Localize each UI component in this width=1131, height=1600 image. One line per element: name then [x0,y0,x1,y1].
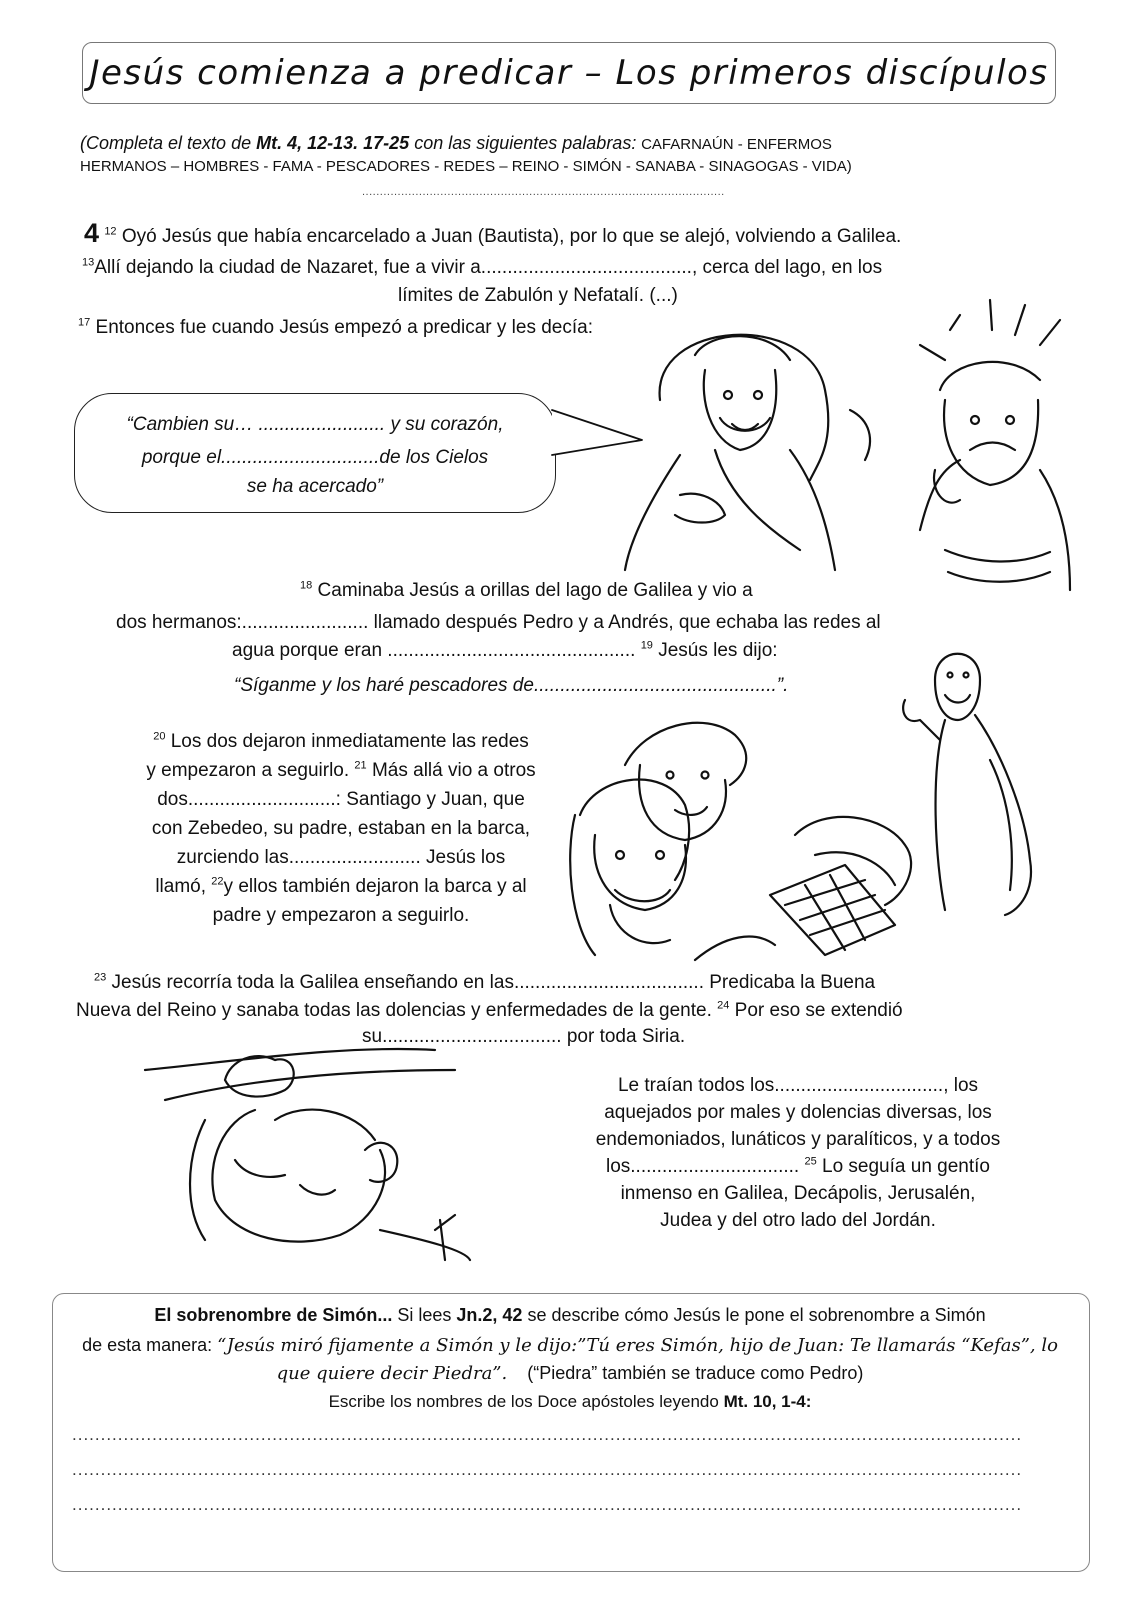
verse-19-quote: “Síganme y los haré pescadores de..............................................”. [234,675,789,696]
verse-num: 25 [804,1155,817,1168]
verse-num: 22 [211,875,224,888]
verse-text: Nueva del Reino y sanaba todas las dolencias y enfermedades de la gente. [76,1000,718,1021]
verse-num: 18 [300,579,313,592]
jesus-preaching-illustration [620,300,850,580]
instructions-ref: Mt. 4, 12-13. 17-25 [256,133,410,153]
verse-num: 23 [94,971,107,984]
verse-num: 19 [640,639,653,652]
simon-quote-line-2 [62,1358,1078,1389]
simon-text: se describe cómo Jesús le pone el sobrenombre a Simón [522,1305,986,1325]
instructions [80,133,1070,177]
verse-24b-line-4 [548,1153,1048,1180]
verse-num: 12 [104,225,117,238]
answer-line-1[interactable]: ...................................................................................................................................................................... [72,1425,1023,1444]
simon-quote: “Jesús miró fijamente a Simón y le dijo:”Tú eres Simón, hijo de Juan: Te llamarás “Kefas”, lo [217,1335,1058,1356]
apostles-task [62,1392,1078,1412]
simon-ref: Jn.2, 42 [456,1305,523,1325]
verse-13 [82,253,882,282]
answer-line-3[interactable]: ...................................................................................................................................................................... [72,1495,1023,1514]
instructions-intro: (Completa el texto de [80,133,257,153]
verse-text: y empezaron a seguirlo. [146,760,355,781]
verse-24b-line-2: aquejados por males y dolencias diversas, los [604,1102,992,1123]
word-list-2: HERMANOS – HOMBRES - FAMA - PESCADORES - REDES – REINO - SIMÓN - SANABA - SINAGOGAS - VIDA) [80,158,852,175]
verse-num: 21 [354,759,367,772]
simon-quote-line-1 [62,1330,1078,1361]
page-title: Jesús comienza a predicar – Los primeros discípulos [89,53,1049,93]
verse-text: Por eso se extendió [734,1000,903,1021]
bubble-line-3: se ha acercado” [246,476,384,497]
verse-23 [94,968,875,997]
verse-18-line-2: dos hermanos:........................ llamado después Pedro y a Andrés, que echaba las redes al [116,612,881,633]
verse-18-line-3 [232,636,778,665]
verse-22-line-7: padre y empezaron a seguirlo. [212,905,470,926]
verse-num: 24 [717,999,730,1012]
verse-13-cont: límites de Zabulón y Nefatalí. (...) [398,285,678,306]
task-ref: Mt. 10, 1-4: [723,1392,812,1411]
verse-18 [300,576,753,605]
answer-line-2[interactable]: ...................................................................................................................................................................... [72,1460,1023,1479]
verse-text: llamó, [155,876,212,897]
verse-25-line-6: Judea y del otro lado del Jordán. [660,1210,936,1231]
verse-text: Jesús les dijo: [658,640,778,661]
disciple-thinking-illustration [900,290,1075,600]
simon-quote-end: que quiere decir Piedra”. [276,1363,508,1384]
separator-dots: ...................................................................................................... [362,186,725,198]
simon-heading: El sobrenombre de Simón... [154,1305,393,1325]
verse-num: 20 [153,730,166,743]
verse-text: Los dos dejaron inmediatamente las redes [170,731,529,752]
verse-text: Lo seguía un gentío [822,1156,990,1177]
verse-24-block [548,1072,1048,1234]
verse-20-line-1 [76,727,606,756]
simon-text: de esta manera: [82,1335,218,1355]
verse-text: Allí dejando la ciudad de Nazaret, fue a vivir a........................................, cerca del lago, en los [94,257,883,278]
bubble-line-2: porque el..............................de los Cielos [141,447,489,468]
verse-21-line-5: zurciendo las......................... Jesús los [176,847,506,868]
verse-text: Jesús recorría toda la Galilea enseñando en las.................................... Predicaba la Buena [111,972,876,993]
verse-12 [84,219,901,251]
verse-24-line-3: su.................................. por toda Siria. [362,1026,686,1047]
simon-intro [62,1300,1078,1330]
fishermen-illustration [555,705,945,970]
verse-num: 17 [78,316,91,329]
verse-21-line-4: con Zebedeo, su padre, estaban en la barca, [151,818,531,839]
task-text: Escribe los nombres de los Doce apóstoles leyendo [328,1392,724,1411]
verse-text: los................................ [605,1156,805,1177]
verse-21-line-6 [76,872,606,901]
verse-text: Oyó Jesús que había encarcelado a Juan (Bautista), por lo que se alejó, volviendo a Galilea. [121,226,902,247]
bubble-line-1: “Cambien su… ........................ y su corazón, [126,414,504,435]
verse-24b-line-3: endemoniados, lunáticos y paralíticos, y a todos [595,1129,1001,1150]
verse-text: agua porque eran ............................................... [232,640,641,661]
chapter-number: 4 [84,218,100,248]
verse-25-line-5: inmenso en Galilea, Decápolis, Jerusalén, [620,1183,976,1204]
bubble-text [80,408,550,503]
verse-23-line-2 [76,996,903,1025]
word-list-1: CAFARNAÚN - ENFERMOS [641,136,832,153]
verse-text: Más allá vio a otros [371,760,536,781]
verse-20-block [76,727,606,930]
verse-20-line-2 [76,756,606,785]
simon-text: Si lees [392,1305,457,1325]
title-box [82,42,1056,104]
instructions-mid: con las siguientes palabras: [409,133,637,153]
verse-text: y ellos también dejaron la barca y al [223,876,527,897]
verse-num: 13 [82,256,95,269]
healing-illustration [125,1040,545,1260]
verse-text: Entonces fue cuando Jesús empezó a predicar y les decía: [95,317,593,338]
verse-21-line-3: dos............................: Santiago y Juan, que [157,789,525,810]
verse-24b-line-1: Le traían todos los................................, los [617,1075,979,1096]
verse-17 [78,313,593,342]
verse-text: Caminaba Jesús a orillas del lago de Galilea y vio a [317,580,753,601]
simon-note: (“Piedra” también se traduce como Pedro) [527,1363,864,1383]
